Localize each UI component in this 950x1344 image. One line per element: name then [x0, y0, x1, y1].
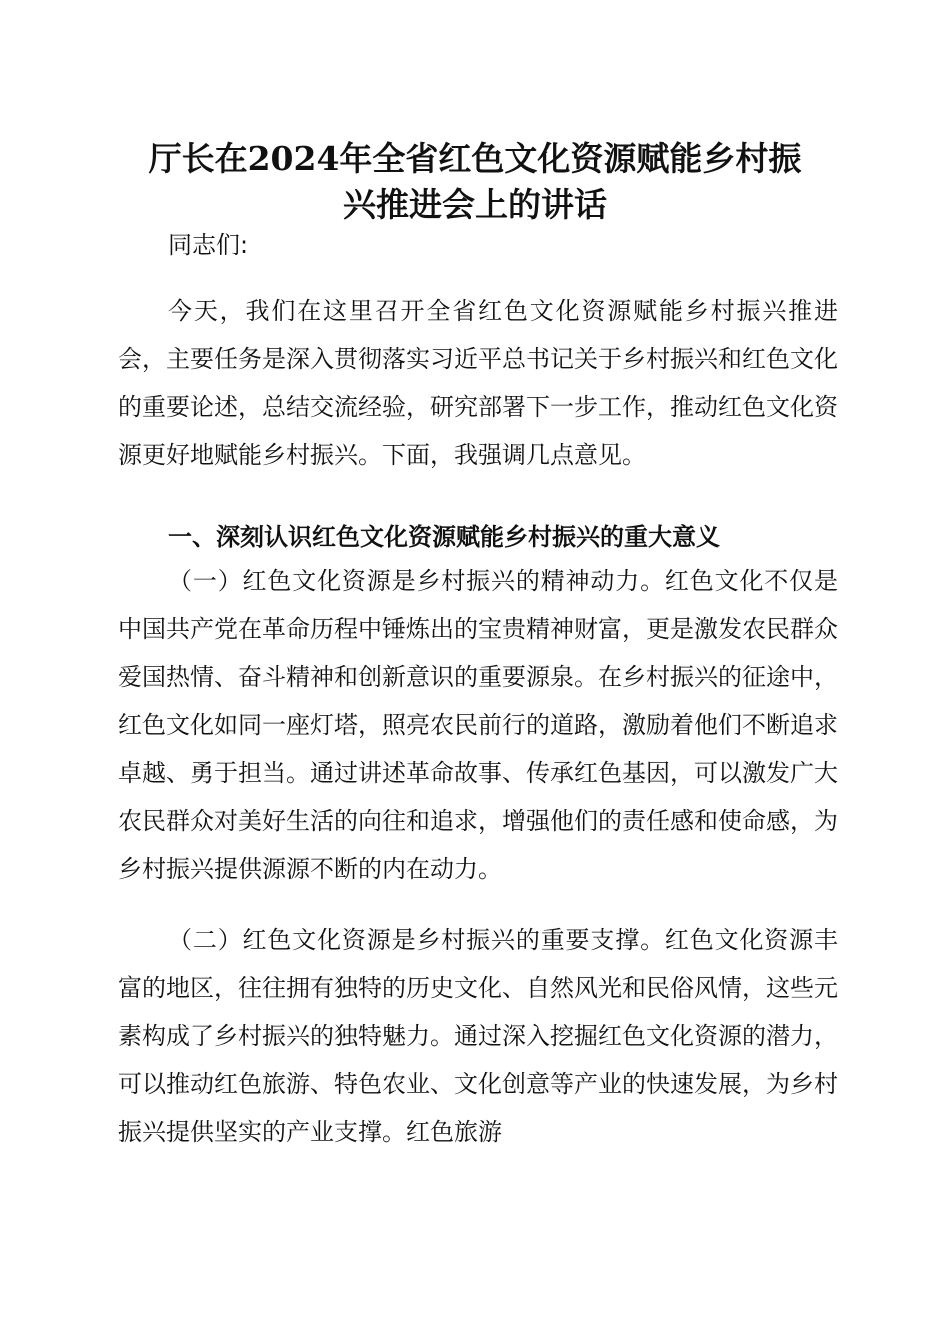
paragraph-point-2: （二）红色文化资源是乡村振兴的重要支撑。红色文化资源丰富的地区，往往拥有独特的历史文化、自然风光和民俗风情，这些元素构成了乡村振兴的独特魅力。通过深入挖掘红色文化资源的潜力，可以推动红色旅游、特色农业、文化创意等产业的快速发展，为乡村振兴提供坚实的产业支撑。红色旅游 — [118, 926, 838, 1146]
paragraph-intro: 今天，我们在这里召开全省红色文化资源赋能乡村振兴推进会，主要任务是深入贯彻落实习近平总书记关于乡村振兴和红色文化的重要论述，总结交流经验，研究部署下一步工作，推动红色文化资源更好地赋能乡村振兴。下面，我强调几点意见。 — [118, 297, 838, 469]
greeting: 同志们: — [168, 231, 249, 259]
paragraph-point-1: （一）红色文化资源是乡村振兴的精神动力。红色文化不仅是中国共产党在革命历程中锤炼出的宝贵精神财富，更是激发农民群众爱国热情、奋斗精神和创新意识的重要源泉。在乡村振兴的征途中，红色文化如同一座灯塔，照亮农民前行的道路，激励着他们不断追求卓越、勇于担当。通过讲述革命故事、传承红色基因，可以激发广大农民群众对美好生活的向往和追求，增强他们的责任感和使命感，为乡村振兴提供源源不断的内在动力。 — [118, 567, 838, 883]
document-title-line-1: 厅长在2024年全省红色文化资源赋能乡村振 — [148, 139, 802, 178]
document-title-line-2: 兴推进会上的讲话 — [343, 185, 607, 224]
section-heading-1: 一、深刻认识红色文化资源赋能乡村振兴的重大意义 — [168, 523, 720, 551]
